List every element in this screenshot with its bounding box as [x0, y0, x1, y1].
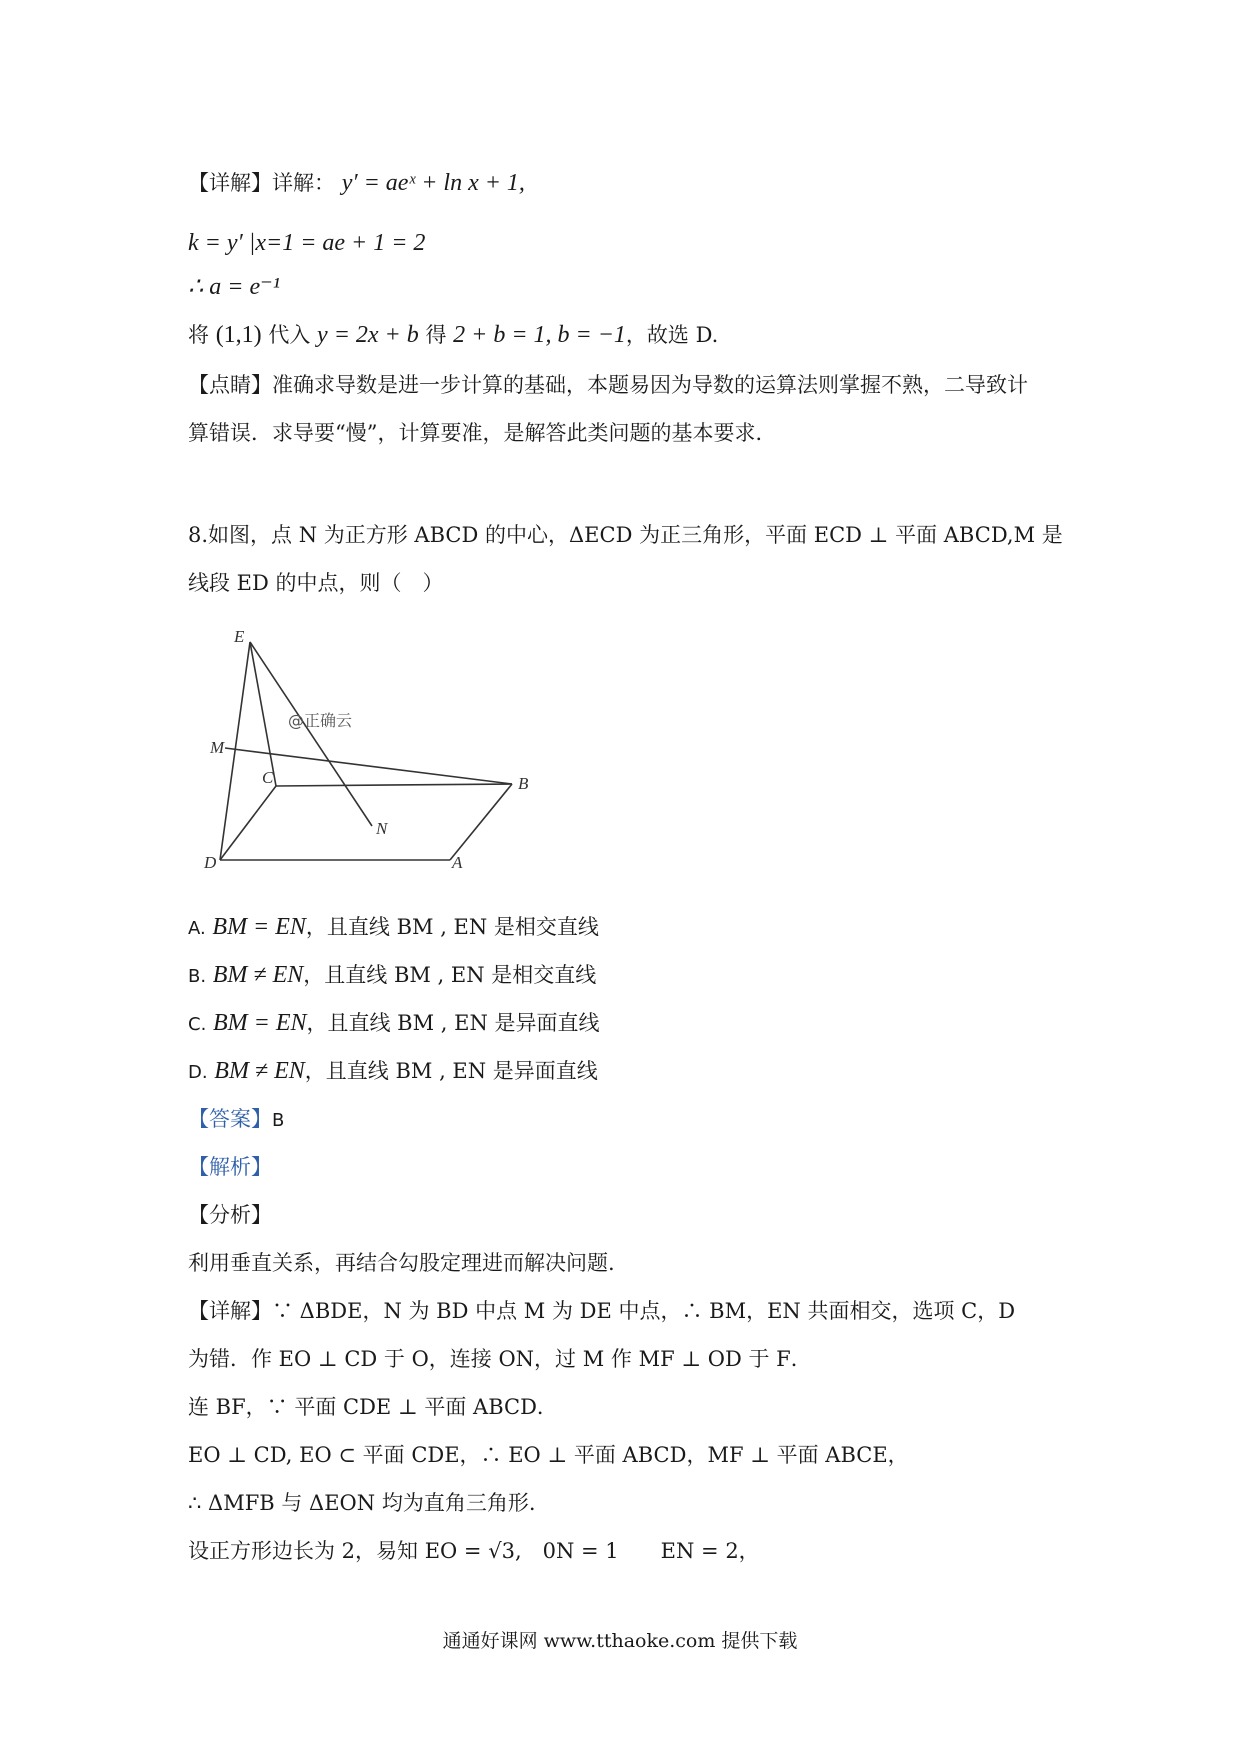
option-math: BM = EN [212, 1010, 307, 1036]
option-text: ，且直线 BM , EN 是相交直线 [305, 915, 599, 939]
option-text: ，且直线 BM , EN 是异面直线 [306, 1011, 600, 1035]
label-c: C [262, 768, 274, 787]
analysis-text: 利用垂直关系，再结合勾股定理进而解决问题. [188, 1251, 615, 1275]
edge-en [250, 642, 372, 826]
option-math: BM = EN [212, 914, 306, 940]
option-letter: C. [188, 1014, 207, 1035]
detail-line-6: 设正方形边长为 2，易知 EO = √3, 0N = 1 EN = 2， [188, 1539, 760, 1563]
option-text: ，且直线 BM , EN 是相交直线 [303, 963, 597, 987]
label-a: A [452, 853, 463, 872]
label-e: E [234, 627, 245, 646]
substitution-line [188, 320, 718, 350]
detail-lead: 详解： [272, 171, 335, 195]
label-b: B [518, 774, 529, 793]
option-a [188, 912, 599, 944]
question-line-1: 8.如图，点 N 为正方形 ABCD 的中心，ΔECD 为正三角形，平面 ECD ⊥ 平面 ABCD,M 是 [188, 523, 1063, 547]
detail-line-5: ∴ ΔMFB 与 ΔEON 均为直角三角形. [188, 1491, 536, 1515]
a-result: ∴ a = e⁻¹ [188, 274, 280, 300]
sub-end: ，故选 D. [625, 323, 719, 347]
detail-tag: 【详解】 [188, 171, 272, 195]
option-letter: A. [188, 918, 206, 939]
sub-result: 2 + b = 1, b = −1 [453, 322, 626, 348]
option-math: BM ≠ EN [214, 1058, 305, 1084]
option-b [188, 960, 596, 992]
answer-tag: 【答案】 [188, 1107, 272, 1131]
detail-line-2: 为错．作 EO ⊥ CD 于 O，连接 ON，过 M 作 MF ⊥ OD 于 F． [188, 1347, 812, 1371]
sub-mid1: 代入 [268, 323, 311, 347]
edge-cb [276, 784, 512, 786]
detail-line-1 [188, 1296, 1015, 1326]
option-math: BM ≠ EN [212, 962, 304, 988]
option-letter: D. [188, 1062, 208, 1083]
option-letter: B. [188, 966, 207, 987]
option-c [188, 1008, 600, 1040]
watermark: @正确云 [288, 711, 353, 730]
comment-tag: 【点睛】 [188, 373, 272, 397]
label-n: N [376, 819, 388, 838]
sub-pre: 将 [188, 323, 209, 347]
analysis-sub-tag: 【分析】 [188, 1203, 272, 1227]
detail-line-3: 连 BF，∵ 平面 CDE ⊥ 平面 ABCD． [188, 1395, 558, 1419]
slope-equation: k = y′ |x=1 = ae + 1 = 2 [188, 230, 426, 256]
option-text: ，且直线 BM , EN 是异面直线 [304, 1059, 598, 1083]
comment-line-2: 算错误．求导要“慢”，计算要准，是解答此类问题的基本要求． [188, 421, 777, 445]
answer-value: B [272, 1110, 285, 1131]
label-d: D [204, 853, 217, 872]
prev-detail-line [188, 168, 525, 198]
sub-mid2: 得 [425, 323, 447, 347]
option-d [188, 1056, 598, 1088]
detail-line-4: EO ⊥ CD, EO ⊂ 平面 CDE，∴ EO ⊥ 平面 ABCD，MF ⊥ 平面 ABCE， [188, 1443, 909, 1467]
comment-text-1: 准确求导数是进一步计算的基础，本题易因为导数的运算法则掌握不熟，二导致计 [272, 373, 1028, 397]
question-line-2: 线段 ED 的中点，则（ ） [188, 571, 444, 595]
analysis-tag: 【解析】 [188, 1155, 272, 1179]
edge-ab [450, 784, 512, 860]
sub-point: (1,1) [215, 322, 262, 348]
geometry-figure [204, 627, 550, 873]
detail-text-1: ∵ ΔBDE，N 为 BD 中点 M 为 DE 中点，∴ BM，EN 共面相交，选项 C，D [272, 1299, 1016, 1323]
page-footer: 通通好课网 www.tthaoke.com 提供下载 [442, 1630, 798, 1652]
edge-ec [250, 642, 276, 786]
label-m: M [210, 738, 225, 757]
derivative-equation: y′ = aeˣ + ln x + 1, [341, 170, 525, 196]
sub-eq: y = 2x + b [317, 322, 419, 348]
comment-line-1 [188, 370, 1028, 400]
detail-tag: 【详解】 [188, 1299, 272, 1323]
answer-line [188, 1104, 284, 1136]
